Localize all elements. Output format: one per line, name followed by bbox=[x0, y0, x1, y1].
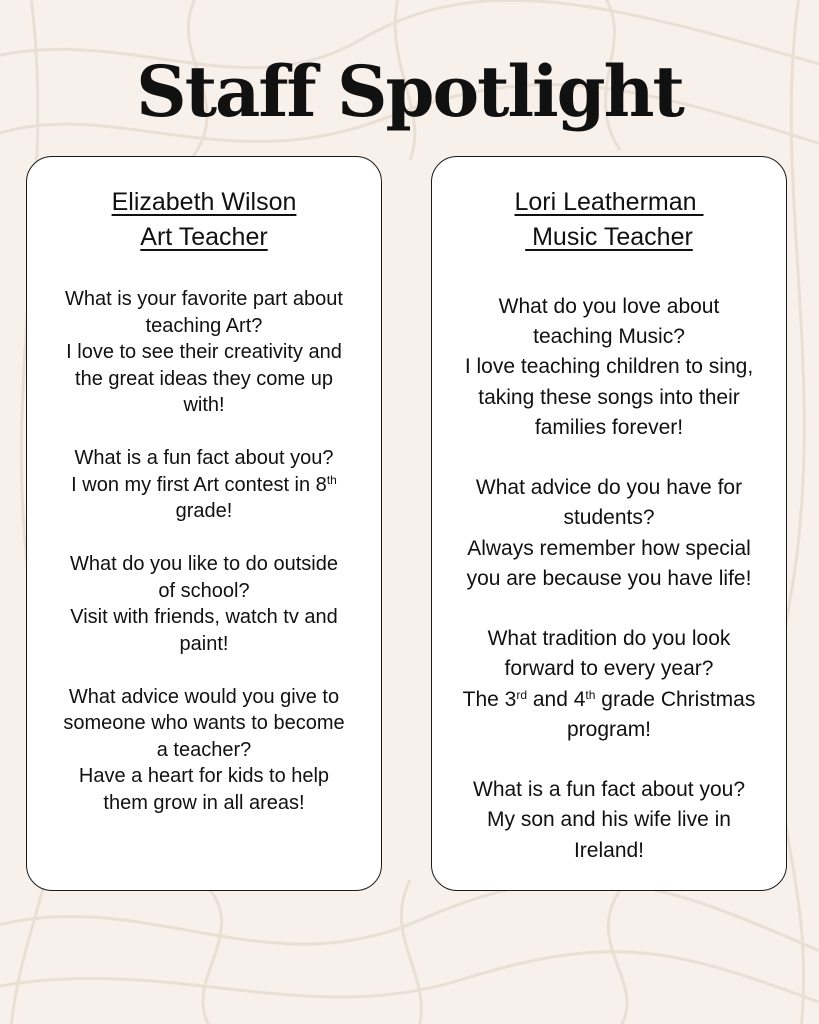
answer-line: the great ideas they come up bbox=[75, 367, 333, 390]
question-line: What tradition do you look bbox=[487, 627, 731, 651]
answer-line: you are because you have life! bbox=[466, 566, 752, 590]
answer-line: My son and his wife live in bbox=[487, 808, 731, 832]
answer-text: I won my first Art contest in 8 bbox=[71, 473, 327, 496]
answer-line: grade! bbox=[175, 500, 233, 522]
question-line: teaching Art? bbox=[145, 314, 263, 337]
staff-name: Elizabeth Wilson bbox=[111, 188, 297, 216]
question-line: forward to every year? bbox=[504, 657, 714, 681]
answer-line: I love teaching children to sing, bbox=[464, 355, 754, 379]
answer-line: Always remember how special bbox=[467, 536, 751, 560]
answer-line bbox=[41, 472, 367, 499]
answer-line: Visit with friends, watch tv and bbox=[70, 606, 338, 628]
answer-text: The 3 bbox=[462, 687, 517, 711]
question-line: a teacher? bbox=[156, 738, 252, 761]
question-line: of school? bbox=[158, 579, 250, 602]
answer-line: them grow in all areas! bbox=[103, 791, 305, 814]
answer-line: taking these songs into their bbox=[478, 385, 740, 409]
ordinal-suffix: th bbox=[585, 687, 596, 702]
staff-card-elizabeth-wilson bbox=[26, 156, 382, 891]
answer-line bbox=[442, 685, 776, 715]
question-line: What is your favorite part about bbox=[65, 288, 343, 310]
answer-text: grade Christmas bbox=[595, 687, 756, 711]
question-line: What is a fun fact about you? bbox=[473, 778, 745, 802]
qa-list bbox=[442, 292, 776, 866]
staff-role: Music Teacher bbox=[525, 223, 693, 251]
question-line: What is a fun fact about you? bbox=[74, 447, 334, 469]
answer-line: families forever! bbox=[534, 415, 684, 439]
answer-line: Ireland! bbox=[573, 838, 645, 862]
ordinal-suffix: th bbox=[326, 472, 337, 487]
answer-text: and 4 bbox=[527, 687, 586, 711]
answer-line: I love to see their creativity and bbox=[66, 341, 342, 363]
page-title: Staff Spotlight bbox=[136, 50, 683, 133]
answer-line: paint! bbox=[179, 632, 229, 655]
answer-line: program! bbox=[566, 717, 652, 741]
question-line: What do you like to do outside bbox=[70, 553, 338, 575]
question-line: What advice would you give to bbox=[68, 685, 340, 708]
ordinal-suffix: rd bbox=[516, 687, 528, 702]
question-line: teaching Music? bbox=[533, 325, 685, 349]
question-line: someone who wants to become bbox=[63, 712, 345, 734]
answer-line: with! bbox=[183, 394, 225, 416]
staff-role: Art Teacher bbox=[140, 223, 268, 251]
staff-name: Lori Leatherman bbox=[514, 188, 704, 216]
staff-card-lori-leatherman bbox=[431, 156, 787, 891]
qa-list bbox=[41, 286, 367, 816]
question-line: What do you love about bbox=[498, 295, 720, 318]
question-line: students? bbox=[563, 506, 655, 530]
answer-line: Have a heart for kids to help bbox=[78, 765, 330, 787]
question-line: What advice do you have for bbox=[475, 476, 743, 500]
